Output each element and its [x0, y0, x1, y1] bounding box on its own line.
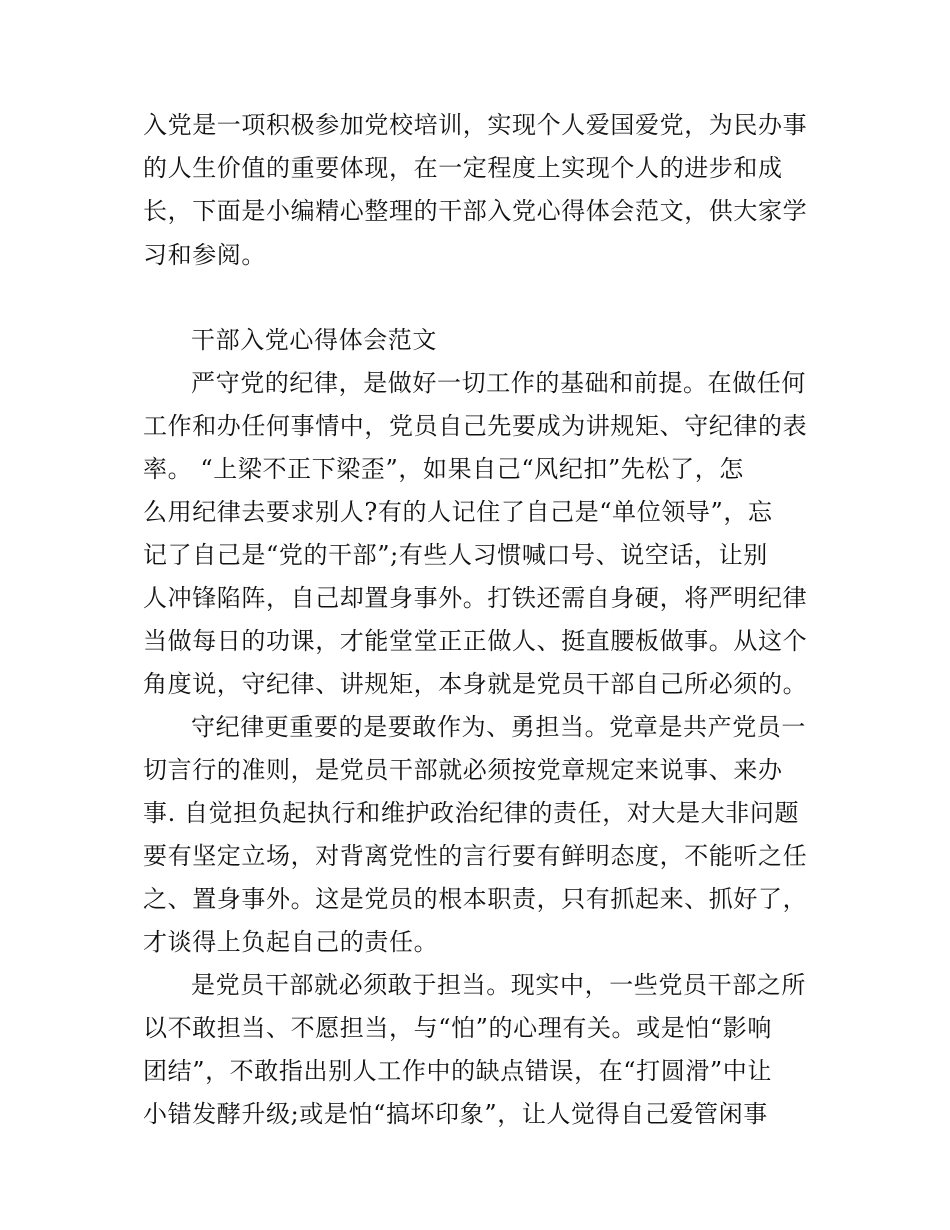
- text-line: 团结”，不敢指出别人工作中的缺点错误，在“打圆滑”中让: [143, 1057, 773, 1085]
- text-line: 是党员干部就必须敢于担当。现实中，一些党员干部之所: [191, 971, 806, 999]
- text-line: 人冲锋陷阵，自己却置身事外。打铁还需自身硬，将严明纪律: [143, 584, 808, 612]
- text-line: 么用纪律去要求别人?有的人记住了自己是“单位领导”，忘: [143, 498, 773, 526]
- text-line: 当做每日的功课，才能堂堂正正做人、挺直腰板做事。从这个: [143, 627, 808, 655]
- text-line: 之、置身事外。这是党员的根本职责，只有抓起来、抓好了，: [143, 885, 808, 913]
- text-line: 习和参阅。: [143, 241, 266, 269]
- text-line: 严守党的纪律，是做好一切工作的基础和前提。在做任何: [191, 369, 806, 397]
- text-line: 小错发酵升级;或是怕“搞坏印象”，让人觉得自己爱管闲事: [143, 1100, 768, 1128]
- text-line: 入党是一项积极参加党校培训，实现个人爱国爱党，为民办事: [143, 111, 808, 139]
- text-line: 事. 自觉担负起执行和维护政治纪律的责任，对大是大非问题: [143, 799, 800, 827]
- section-heading: 干部入党心得体会范文: [191, 326, 437, 354]
- text-line: 才谈得上负起自己的责任。: [143, 928, 439, 956]
- text-line: 记了自己是“党的干部”;有些人习惯喊口号、说空话，让别: [143, 541, 768, 569]
- text-line: 守纪律更重要的是要敢作为、勇担当。党章是共产党员一: [191, 713, 806, 741]
- text-line: 要有坚定立场，对背离党性的言行要有鲜明态度，不能听之任: [143, 842, 808, 870]
- text-line: 切言行的准则，是党员干部就必须按党章规定来说事、来办: [143, 756, 783, 784]
- text-line: 的人生价值的重要体现，在一定程度上实现个人的进步和成: [143, 154, 783, 182]
- text-line: 长，下面是小编精心整理的干部入党心得体会范文，供大家学: [143, 197, 808, 225]
- text-line: 率。 “上梁不正下梁歪”，如果自己“风纪扣”先松了，怎: [143, 455, 744, 483]
- text-line: 以不敢担当、不愿担当，与“怕”的心理有关。或是怕“影响: [143, 1014, 773, 1042]
- text-line: 角度说，守纪律、讲规矩，本身就是党员干部自己所必须的。: [143, 670, 808, 698]
- text-line: 工作和办任何事情中，党员自己先要成为讲规矩、守纪律的表: [143, 412, 808, 440]
